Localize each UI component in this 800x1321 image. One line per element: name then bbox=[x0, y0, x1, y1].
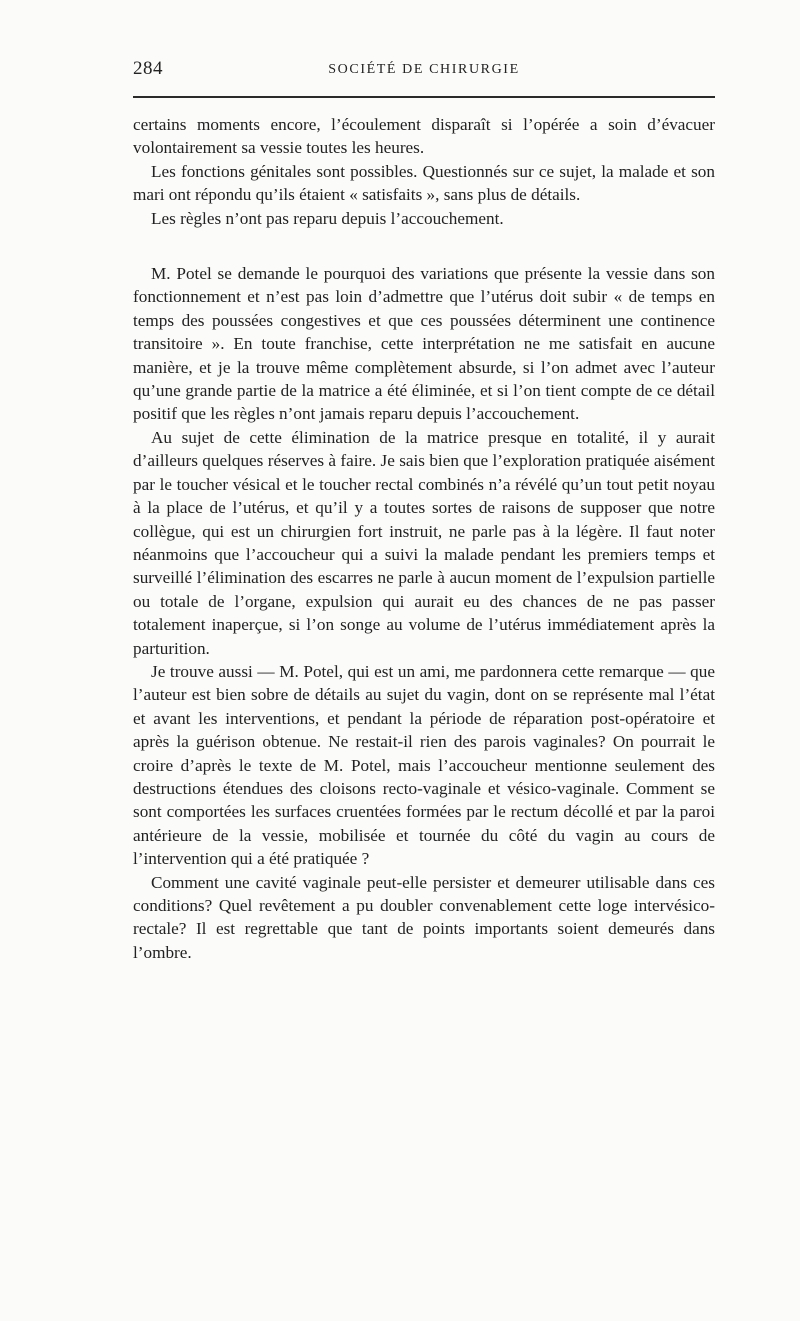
paragraph-continuation: certains moments encore, l’écoulement disparaît si l’opérée a soin d’évacuer volontairement sa vessie toutes les heures. bbox=[133, 115, 715, 158]
running-title: SOCIÉTÉ DE CHIRURGIE bbox=[328, 62, 520, 77]
paragraph-genital-functions: Les fonctions génitales sont possibles. Questionnés sur ce sujet, la malade et son mari ont répondu qu’ils étaient « satisfaits », sans plus de détails. bbox=[133, 161, 715, 205]
page-header bbox=[133, 58, 715, 84]
paragraph-menses: Les règles n’ont pas reparu depuis l’accouchement. bbox=[151, 208, 504, 228]
paragraph-potel-variations: M. Potel se demande le pourquoi des variations que présente la vessie dans son fonctionnement et n’est pas loin d’admettre que l’utérus doit subir « de temps en temps des poussées congestives et que ces poussées déterminent une continence transitoire ». En toute franchise, cette interprétation ne me satisfait en aucune manière, et je la trouve même complètement absurde, si l’on admet avec l’auteur qu’une grande partie de la matrice a été éliminée, et si l’on tient compte de ce détail positif que les règles n’ont jamais reparu depuis l’accouchement. bbox=[133, 264, 715, 424]
paragraph-elimination: Au sujet de cette élimination de la matrice presque en totalité, il y aurait d’ailleurs quelques réserves à faire. Je sais bien que l’exploration pratiquée aisément par le toucher vésical et le toucher rectal combinés n’a révélé qu’un tout petit noyau à la place de l’utérus, et qu’il y a toutes sortes de raisons de supposer que notre collègue, qui est un chirurgien fort instruit, ne parle pas à la légère. Il faut noter néanmoins que l’accoucheur qui a suivi la malade pendant les premiers temps et surveillé l’élimination des escarres ne parle à aucun moment de l’expulsion partielle ou totale de l’organe, expulsion qui aurait eu des chances de ne pas passer totalement inaperçue, si l’on songe au volume de l’utérus immédiatement après la parturition. bbox=[133, 427, 715, 658]
body-text bbox=[133, 113, 715, 964]
header-rule bbox=[133, 96, 715, 98]
paragraph-vagina-remarks: Je trouve aussi — M. Potel, qui est un ami, me pardonnera cette remarque — que l’auteur est bien sobre de détails au sujet du vagin, dont on se représente mal l’état et avant les interventions, et pendant la période de réparation post-opératoire et après la guérison obtenue. Ne restait-il rien des parois vaginales? On pourrait le croire d’après le texte de M. Potel, mais l’accoucheur mentionne seulement des destructions étendues des cloisons recto-vaginale et vésico-vaginale. Comment se sont comportées les surfaces cruentées formées par le rectum décollé et par la paroi antérieure de la vessie, mobilisée et tournée du côté du vagin au cours de l’intervention qui a été pratiquée ? bbox=[133, 661, 715, 869]
page-number: 284 bbox=[133, 58, 163, 79]
paragraph-vaginal-cavity: Comment une cavité vaginale peut-elle persister et demeurer utilisable dans ces conditions? Quel revêtement a pu doubler convenablement cette loge intervésico-rectale? Il est regrettable que tant de points importants soient demeurés dans l’ombre. bbox=[133, 872, 715, 962]
